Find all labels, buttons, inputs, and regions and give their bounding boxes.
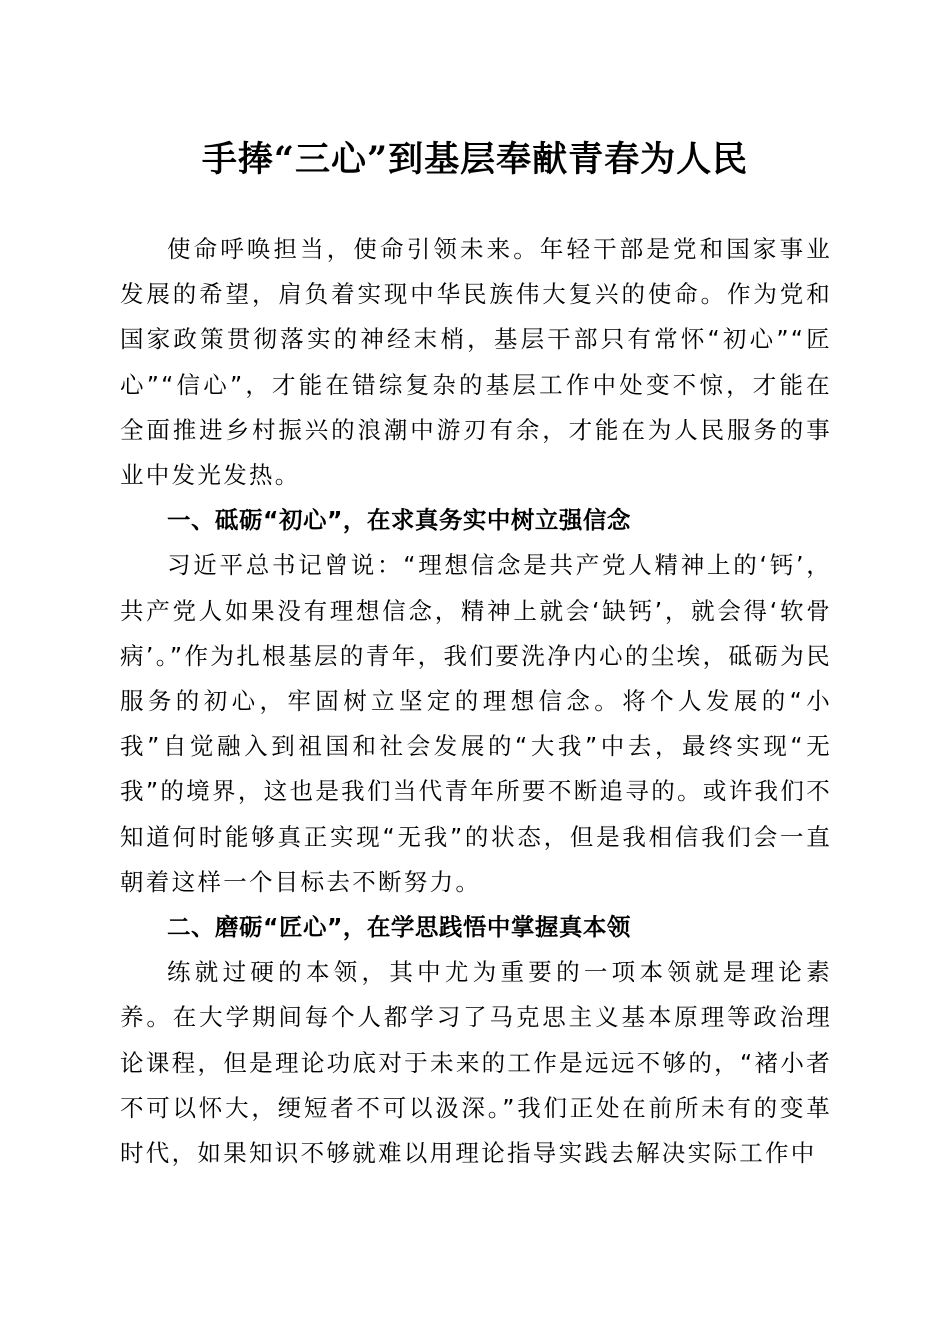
document-body xyxy=(120,227,832,1176)
section-2-paragraph: 练就过硬的本领，其中尤为重要的一项本领就是理论素养。在大学期间每个人都学习了马克思主义基本原理等政治理论课程，但是理论功底对于未来的工作是远远不够的，“褚小者不可以怀大，绠短者不可以汲深。”我们正处在前所未有的变革时代，如果知识不够就难以用理论指导实践去解决实际工作中 xyxy=(120,958,832,1168)
intro-paragraph: 使命呼唤担当，使命引领未来。年轻干部是党和国家事业发展的希望，肩负着实现中华民族伟大复兴的使命。作为党和国家政策贯彻落实的神经末梢，基层干部只有常怀“初心”“匠心”“信心”，才能在错综复杂的基层工作中处变不惊，才能在全面推进乡村振兴的浪潮中游刃有余，才能在为人民服务的事业中发光发热。 xyxy=(120,235,832,490)
section-1-heading: 一、砥砺“初心”，在求真务实中树立强信念 xyxy=(167,506,631,535)
document-title: 手捧“三心”到基层奉献青春为人民 xyxy=(201,139,749,180)
section-1-paragraph: 习近平总书记曾说：“理想信念是共产党人精神上的‘钙’，共产党人如果没有理想信念，精神上就会‘缺钙’，就会得‘软骨病’。”作为扎根基层的青年，我们要洗净内心的尘埃，砥砺为民服务的初心，牢固树立坚定的理想信念。将个人发展的“小我”自觉融入到祖国和社会发展的“大我”中去，最终实现“无我”的境界，这也是我们当代青年所要不断追寻的。或许我们不知道何时能够真正实现“无我”的状态，但是我相信我们会一直朝着这样一个目标去不断努力。 xyxy=(120,551,832,896)
section-2-heading: 二、磨砺“匠心”，在学思践悟中掌握真本领 xyxy=(167,913,631,942)
